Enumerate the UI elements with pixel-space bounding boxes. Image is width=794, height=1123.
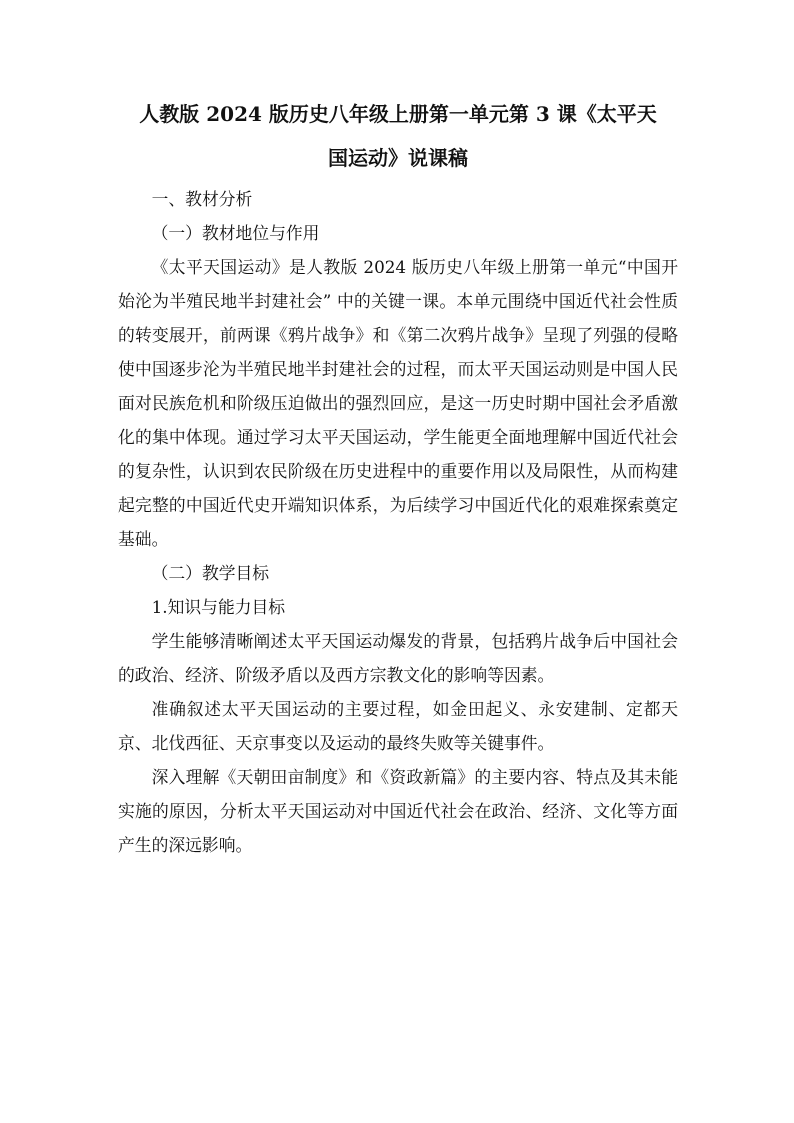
- paragraph-goal-background: 学生能够清晰阐述太平天国运动爆发的背景，包括鸦片战争后中国社会的政治、经济、阶级矛盾以及西方宗教文化的影响等因素。: [118, 631, 678, 685]
- title-line-1: 人教版 2024 版历史八年级上册第一单元第 3 课《太平天: [139, 102, 657, 126]
- paragraph-goal-systems: 深入理解《天朝田亩制度》和《资政新篇》的主要内容、特点及其未能实施的原因，分析太平天国运动对中国近代社会在政治、经济、文化等方面产生的深远影响。: [118, 767, 678, 855]
- subheading-teaching-goals: （二）教学目标: [151, 563, 270, 583]
- document-title: [118, 92, 678, 180]
- section-heading-textbook-analysis: 一、教材分析: [151, 189, 253, 209]
- paragraph-goal-process: 准确叙述太平天国运动的主要过程，如金田起义、永安建制、定都天京、北伐西征、天京事变以及运动的最终失败等关键事件。: [118, 699, 678, 753]
- document-body: [118, 92, 678, 862]
- title-line-2: 国运动》说课稿: [328, 146, 468, 170]
- subheading-position-role: （一）教材地位与作用: [151, 223, 320, 243]
- subheading-knowledge-ability: 1.知识与能力目标: [151, 597, 286, 617]
- paragraph-position-role: 《太平天国运动》是人教版 2024 版历史八年级上册第一单元“中国开始沦为半殖民地半封建社会” 中的关键一课。本单元围绕中国近代社会性质的转变展开，前两课《鸦片战争》和《第二次鸦片战争》呈现了列强的侵略使中国逐步沦为半殖民地半封建社会的过程，而太平天国运动则是中国人民面对民族危机和阶级压迫做出的强烈回应，是这一历史时期中国社会矛盾激化的集中体现。通过学习太平天国运动，学生能更全面地理解中国近代社会的复杂性，认识到农民阶级在历史进程中的重要作用以及局限性，从而构建起完整的中国近代史开端知识体系，为后续学习中国近代化的艰难探索奠定基础。: [118, 257, 678, 549]
